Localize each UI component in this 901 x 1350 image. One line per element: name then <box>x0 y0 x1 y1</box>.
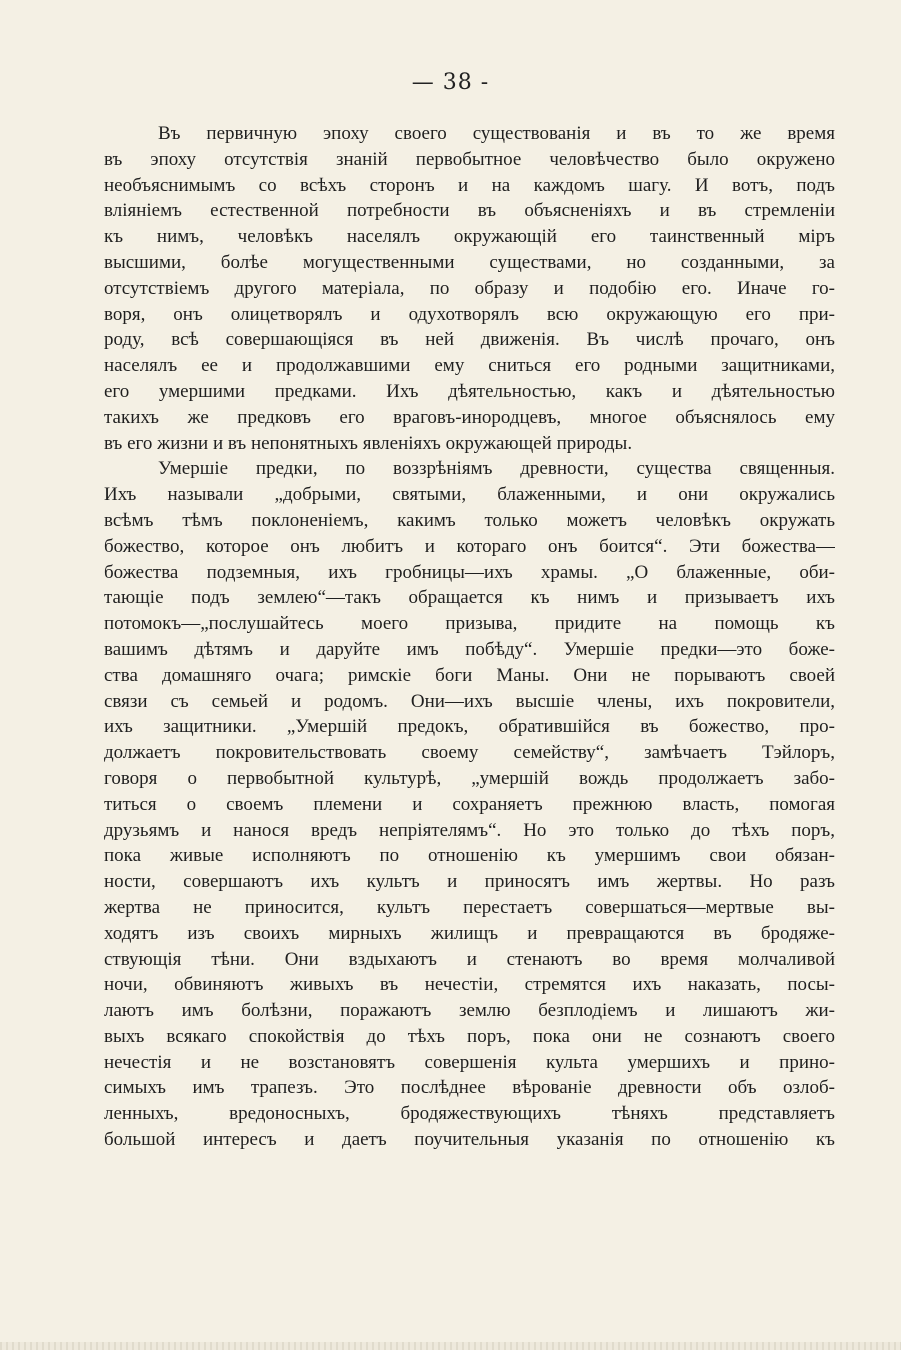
text-line: въ его жизни и въ непонятныхъ явленіяхъ окружающей природы. <box>104 432 633 454</box>
text-line: Въ первичную эпоху своего существованія и въ то же время <box>158 123 835 144</box>
text-line: связи съ семьей и родомъ. Они—ихъ высшіе члены, ихъ покровители, <box>104 690 835 712</box>
page-bottom-edge <box>0 1342 901 1350</box>
text-line: выхъ всякаго спокойствія до тѣхъ поръ, пока они не сознаютъ своего <box>104 1025 835 1047</box>
text-line: ночи, обвиняютъ живыхъ въ нечестіи, стремятся ихъ наказать, посы- <box>104 974 835 996</box>
text-line: божество, которое онъ любитъ и котораго онъ боится“. Эти божества— <box>104 535 835 557</box>
text-line: должаетъ покровительствовать своему семейству“, замѣчаетъ Тэйлоръ, <box>104 742 835 764</box>
paragraph-1 <box>104 121 835 456</box>
text-line: тающіе подъ землею“—такъ обращается къ нимъ и призываетъ ихъ <box>104 587 835 609</box>
text-line: Умершіе предки, по воззрѣніямъ древности, существа священныя. <box>158 458 835 480</box>
text-line: ходятъ изъ своихъ мирныхъ жилищъ и превращаются въ бродяже- <box>104 922 835 944</box>
text-line: вашимъ дѣтямъ и даруйте имъ побѣду“. Умершіе предки—это боже- <box>104 638 835 660</box>
paragraph-2 <box>104 456 835 1153</box>
text-line: Ихъ называли „добрыми, святыми, блаженными, и они окружались <box>104 484 835 506</box>
text-line: такихъ же предковъ его враговъ-инородцевъ, многое объяснялось ему <box>104 406 835 428</box>
body-text <box>104 121 835 1153</box>
text-line: въ эпоху отсутствія знаній первобытное человѣчество было окружено <box>104 148 835 170</box>
text-line: его умершими предками. Ихъ дѣятельностью, какъ и дѣятельностью <box>104 380 835 402</box>
text-line: потомокъ—„послушайтесь моего призыва, придите на помощь къ <box>104 613 835 635</box>
text-line: отсутствіемъ другого матеріала, по образу и подобію его. Иначе го- <box>104 277 835 299</box>
text-line: ствующія тѣни. Они вздыхаютъ и стенаютъ во время молчаливой <box>104 948 835 970</box>
text-line: ства домашняго очага; римскіе боги Маны. Они не порываютъ своей <box>104 664 835 686</box>
text-line: друзьямъ и нанося вредъ непріятелямъ“. Но это только до тѣхъ поръ, <box>104 819 835 841</box>
text-line: ихъ защитники. „Умершій предокъ, обратившійся въ божество, про- <box>104 716 835 738</box>
text-line: пока живые исполняютъ по отношенію къ умершимъ свои обязан- <box>104 845 835 867</box>
text-line: вліяніемъ естественной потребности въ объясненіяхъ и въ стремленіи <box>104 200 835 222</box>
text-line: симыхъ имъ трапезъ. Это послѣднее вѣрованіе древности объ озлоб- <box>104 1077 835 1099</box>
text-line: большой интересъ и даетъ поучительныя указанія по отношенію къ <box>104 1129 835 1151</box>
text-line: титься о своемъ племени и сохраняетъ прежнюю власть, помогая <box>104 793 835 815</box>
text-line: воря, онъ олицетворялъ и одухотворялъ всю окружающую его при- <box>104 303 835 325</box>
text-line: населялъ ее и продолжавшими ему сниться его родными защитниками, <box>104 355 835 377</box>
text-line: жертва не приносится, культъ перестаетъ совершаться—мертвые вы- <box>104 896 835 918</box>
text-line: къ нимъ, человѣкъ населялъ окружающій его таинственный міръ <box>104 226 835 248</box>
text-line: роду, всѣ совершающіяся въ ней движенія. Въ числѣ прочаго, онъ <box>104 329 835 351</box>
text-line: нечестія и не возстановятъ совершенія культа умершихъ и прино- <box>104 1051 835 1073</box>
page-number: — 38 - <box>411 70 490 95</box>
text-line: ленныхъ, вредоносныхъ, бродяжествующихъ тѣняхъ представляетъ <box>104 1103 835 1125</box>
text-line: необъяснимымъ со всѣхъ сторонъ и на каждомъ шагу. И вотъ, подъ <box>104 174 835 196</box>
text-line: высшими, болѣе могущественными существами, но созданными, за <box>104 251 835 273</box>
text-line: говоря о первобытной культурѣ, „умершій вождь продолжаетъ забо- <box>104 767 835 789</box>
text-line: ности, совершаютъ ихъ культъ и приносятъ имъ жертвы. Но разъ <box>104 871 835 893</box>
text-line: лаютъ имъ болѣзни, поражаютъ землю безплодіемъ и лишаютъ жи- <box>104 1000 835 1022</box>
text-line: божества подземныя, ихъ гробницы—ихъ храмы. „О блаженные, оби- <box>104 561 835 583</box>
text-line: всѣмъ тѣмъ поклоненіемъ, какимъ только можетъ человѣкъ окружать <box>104 509 835 531</box>
